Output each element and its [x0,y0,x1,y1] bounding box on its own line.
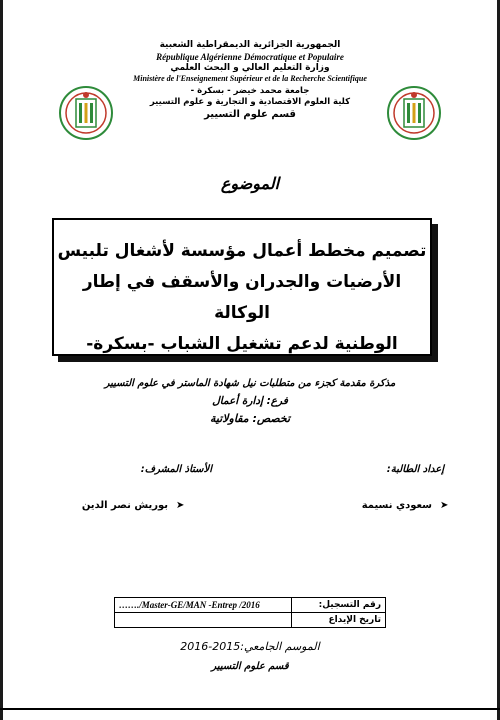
memo-description: مذكرة مقدمة كجزء من متطلبات نيل شهادة الماستر في علوم التسيير [104,378,396,389]
deposit-date-label: تاريخ الإيداع [292,613,386,628]
registration-number-label: رقم التسجيل: [292,598,386,613]
title-line: تصميم مخطط أعمال مؤسسة لأشغال تلبيس [57,241,427,261]
title-line: الوطنية لدعم تشغيل الشباب -بسكرة- [86,334,398,354]
registration-table [114,597,386,628]
university-ar: جامعة محمد خيضر - بسكرة - [190,86,310,96]
academic-year: الموسم الجامعي:2015-2016 [180,640,320,653]
deposit-date-value [115,613,292,628]
footer-department: قسم علوم التسيير [211,661,289,672]
ministry-fr: Ministère de l'Enseignement Supérieur et de la Recherche Scientifique [133,74,367,83]
student-label: إعداد الطالبة: [386,464,444,475]
title-line: الأرضيات والجدران والأسقف في إطار الوكالة [82,272,402,323]
memo-branch: فرع: إدارة أعمال [212,395,288,407]
arrow-bullet-icon: ➤ [440,500,449,511]
ministry-ar: وزارة التعليم العالي و البحث العلمي [170,63,330,73]
title-box [52,218,432,356]
republic-ar: الجمهورية الجزائرية الديمقراطية الشعبية [159,40,341,50]
bottom-rule [0,708,500,710]
memo-specialty: تخصص: مقاولاتية [209,412,291,425]
republic-fr: République Algérienne Démocratique et Populaire [156,52,344,62]
student-name: سعودي نسيمة [361,500,432,511]
arrow-bullet-icon: ➤ [176,500,185,511]
supervisor-label: الأستاذ المشرف: [140,464,212,475]
subject-label: الموضوع [220,174,280,193]
thesis-title [54,236,430,360]
supervisor-name: بوريش نصر الدين [81,500,168,511]
department-ar: قسم علوم التسيير [204,109,296,120]
registration-number-value: ……./Master-GE/MAN -Entrep /2016 [115,598,292,613]
faculty-ar: كلية العلوم الاقتصادية و التجارية و علوم التسيير [149,97,351,107]
